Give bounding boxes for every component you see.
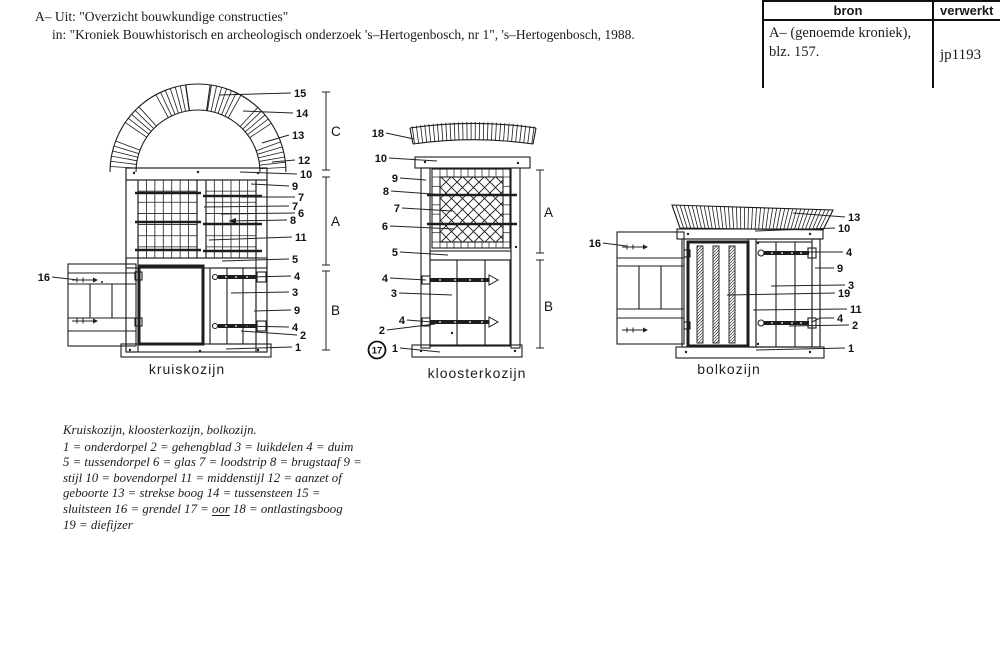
label-12: 12 <box>298 155 311 167</box>
label-3: 3 <box>390 288 397 300</box>
right-glass-grid <box>206 180 256 258</box>
label-19: 19 <box>838 288 851 300</box>
verwerkt-cell: jp1193 <box>940 47 982 63</box>
kloosterkozijn-drawing <box>369 122 628 381</box>
bolkozijn-drawing <box>589 205 862 377</box>
label-9: 9 <box>294 305 301 317</box>
label-9: 9 <box>391 173 398 185</box>
closed-shutter <box>210 268 256 344</box>
closed-shutter <box>430 260 510 346</box>
keystone-edge <box>186 85 190 111</box>
label-1: 1 <box>295 342 302 354</box>
section-letter-B: B <box>544 299 554 314</box>
tussendorpel <box>430 251 511 260</box>
grendel-bolt <box>622 245 648 250</box>
label-1: 1 <box>391 343 398 355</box>
arch-hatch <box>110 85 286 169</box>
label-8: 8 <box>290 215 297 227</box>
border-panes-bottom <box>440 242 503 248</box>
border-panes-right <box>503 177 510 242</box>
label-9: 9 <box>292 181 299 193</box>
hinge-strap <box>422 317 498 327</box>
lattice-window-border <box>432 169 510 248</box>
grendel-bolt <box>72 319 98 324</box>
label-13: 13 <box>292 130 305 142</box>
label-15: 15 <box>294 88 307 100</box>
label-14: 14 <box>296 108 309 120</box>
lattice-window-inner <box>440 177 503 242</box>
label-4: 4 <box>846 247 853 259</box>
label-18: 18 <box>371 128 384 140</box>
label-3: 3 <box>848 280 855 292</box>
label-7: 7 <box>292 201 299 213</box>
border-panes-top <box>440 169 503 177</box>
section-brackets <box>322 92 330 350</box>
label-2: 2 <box>378 325 385 337</box>
column-header-bron: bron <box>833 3 863 18</box>
diefijzer-bar <box>713 246 719 343</box>
label-7: 7 <box>298 192 305 204</box>
bovendorpel <box>126 168 267 180</box>
label-1: 1 <box>848 343 855 355</box>
label-4: 4 <box>398 315 405 327</box>
citation-line-2: in: "Kroniek Bouwhistorisch en archeologisch onderzoek 's–Hertogenbosch, nr 1", 's–Hertogenbosch, 1988. <box>52 27 635 42</box>
open-window-frame <box>139 266 203 344</box>
open-shutter <box>617 232 684 344</box>
section-letter-A: A <box>544 205 554 220</box>
label-16: 16 <box>588 238 601 250</box>
arch-inner <box>136 110 260 172</box>
section-letter-B: B <box>331 303 341 318</box>
hinge-strap <box>758 248 816 258</box>
label-4: 4 <box>381 273 388 285</box>
section-letter-A: A <box>331 214 341 229</box>
label-2: 2 <box>852 320 859 332</box>
label-2: 2 <box>300 330 307 342</box>
kruiskozijn-drawing <box>38 84 341 377</box>
label-10: 10 <box>374 153 387 165</box>
label-10: 10 <box>300 169 313 181</box>
label-11: 11 <box>850 304 862 316</box>
figure-legend: Kruiskozijn, kloosterkozijn, bolkozijn. 1 = onderdorpel 2 = gehengblad 3 = luikdelen 4 = duim 5 = tussendorpel 6 = glas 7 = loodstrip 8 = brugstaaf 9 = stijl 10 = bovendorpel 11 = middenstijl 12 = aanzet of geboorte 13 = strekse boog 14 = tussensteen 15 = sluitsteen 16 = grendel 17 = oor 18 = ontlastingsboog 19 = diefijzer <box>63 423 393 533</box>
diamond-lattice <box>375 177 627 242</box>
label-4: 4 <box>294 271 301 283</box>
label-13: 13 <box>848 212 861 224</box>
caption-kloosterkozijn: kloosterkozijn <box>427 365 527 381</box>
label-16: 16 <box>37 272 50 284</box>
label-5: 5 <box>391 247 398 259</box>
label-8: 8 <box>382 186 389 198</box>
diefijzer-bar <box>697 246 703 343</box>
label-9: 9 <box>837 263 844 275</box>
bron-cell: A– (genoemde kroniek), blz. 157. <box>769 25 912 60</box>
section-brackets <box>536 170 544 348</box>
label-11: 11 <box>295 232 307 244</box>
caption-kruiskozijn: kruiskozijn <box>148 361 226 377</box>
label-6: 6 <box>298 208 305 220</box>
bovendorpel <box>677 229 823 239</box>
column-header-verwerkt: verwerkt <box>940 3 994 18</box>
label-4: 4 <box>837 313 844 325</box>
bovendorpel <box>415 157 530 168</box>
hinge-strap <box>422 275 498 285</box>
grendel-bolt <box>622 328 648 333</box>
underlined-term: oor <box>212 501 230 516</box>
arch-outer <box>110 84 286 172</box>
label-17-circled: 17 <box>371 345 383 357</box>
caption-bolkozijn: bolkozijn <box>697 361 761 377</box>
onderdorpel <box>121 344 271 357</box>
hinge-strap <box>758 318 816 328</box>
label-7: 7 <box>393 203 400 215</box>
label-10: 10 <box>838 223 851 235</box>
label-6: 6 <box>381 221 388 233</box>
label-5: 5 <box>292 254 299 266</box>
section-letter-C: C <box>331 124 341 139</box>
legend-title: Kruiskozijn, kloosterkozijn, bolkozijn. <box>63 423 257 437</box>
citation-line-1: A– Uit: "Overzicht bouwkundige constructies" <box>35 9 289 24</box>
label-4: 4 <box>292 322 299 334</box>
label-3: 3 <box>292 287 299 299</box>
